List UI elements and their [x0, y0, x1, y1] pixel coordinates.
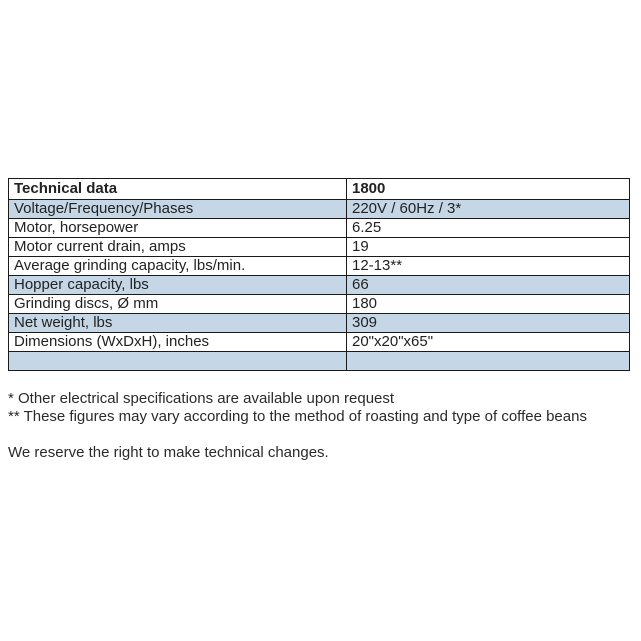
table-row [9, 333, 630, 352]
technical-data-table [8, 178, 630, 371]
spec-label-cell: Dimensions (WxDxH), inches [9, 333, 347, 352]
table-row [9, 257, 630, 276]
spec-label-cell: Motor current drain, amps [9, 238, 347, 257]
spec-label-cell [9, 352, 347, 371]
spec-label-cell: Average grinding capacity, lbs/min. [9, 257, 347, 276]
spec-label-cell: Voltage/Frequency/Phases [9, 200, 347, 219]
table-header-row [9, 179, 630, 200]
table-row [9, 314, 630, 333]
footnote-capacity: ** These figures may vary according to the method of roasting and type of coffee beans [8, 408, 587, 425]
spec-label-cell: Net weight, lbs [9, 314, 347, 333]
table-row-empty [9, 352, 630, 371]
header-model-cell: 1800 [347, 179, 630, 200]
notes-section [8, 390, 633, 462]
spec-value-cell: 66 [347, 276, 630, 295]
spec-value-cell: 20"x20"x65" [347, 333, 630, 352]
spec-label-cell: Grinding discs, Ø mm [9, 295, 347, 314]
spec-value-cell: 12-13** [347, 257, 630, 276]
spec-value-cell: 309 [347, 314, 630, 333]
spec-value-cell: 180 [347, 295, 630, 314]
table-row [9, 276, 630, 295]
table-row [9, 295, 630, 314]
header-label-cell: Technical data [9, 179, 347, 200]
table-row [9, 238, 630, 257]
disclaimer-text: We reserve the right to make technical changes. [8, 444, 329, 461]
table-row [9, 219, 630, 238]
spec-value-cell: 6.25 [347, 219, 630, 238]
spec-value-cell: 220V / 60Hz / 3* [347, 200, 630, 219]
table-row [9, 200, 630, 219]
footnote-electrical: * Other electrical specifications are available upon request [8, 390, 395, 407]
spec-value-cell: 19 [347, 238, 630, 257]
spec-value-cell [347, 352, 630, 371]
spec-label-cell: Motor, horsepower [9, 219, 347, 238]
spec-label-cell: Hopper capacity, lbs [9, 276, 347, 295]
